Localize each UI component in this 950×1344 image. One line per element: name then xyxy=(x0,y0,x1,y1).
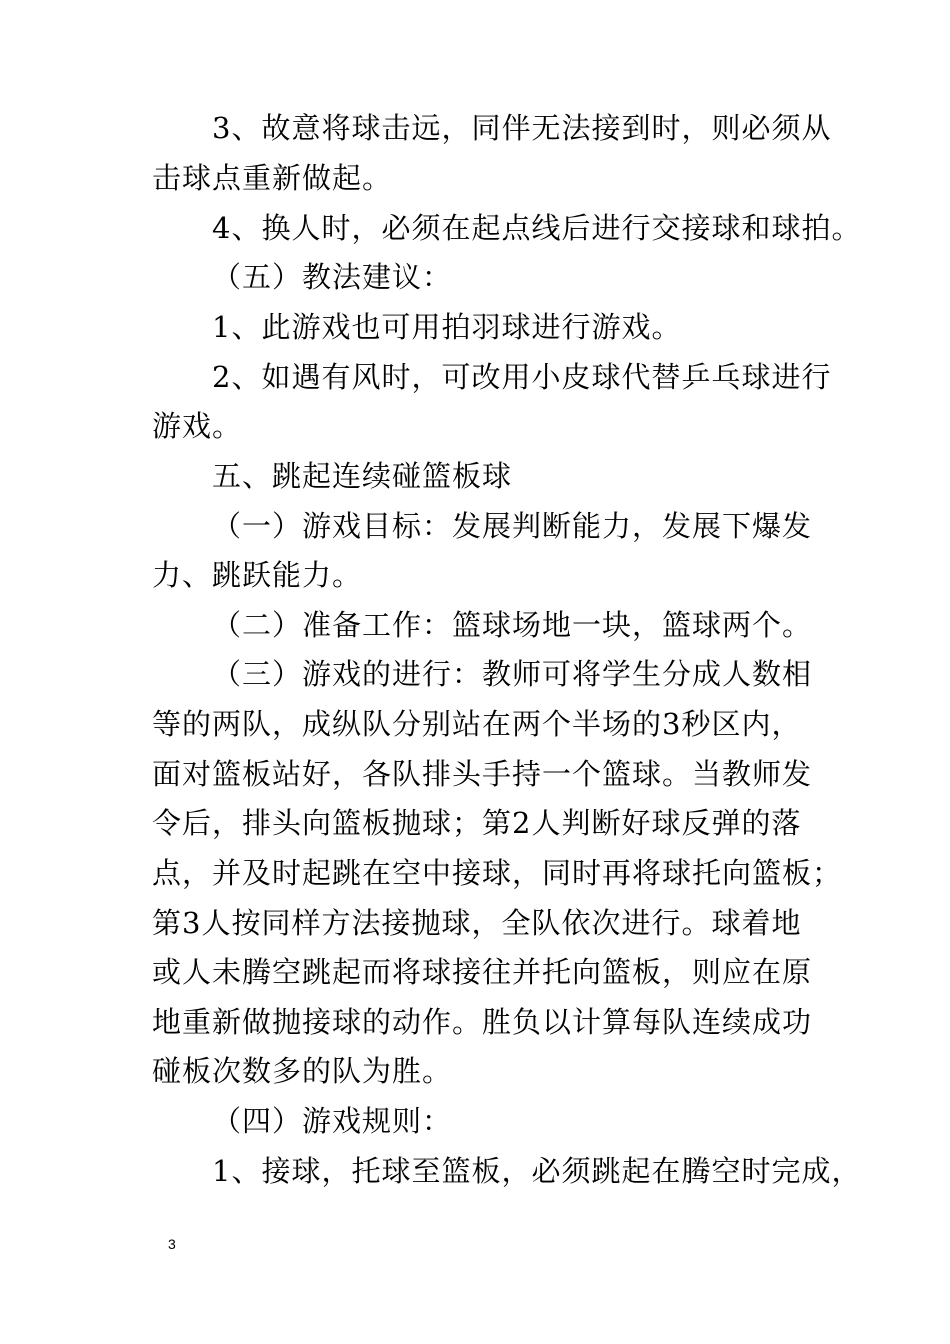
text-line: （二）准备工作：篮球场地一块，篮球两个。 xyxy=(212,608,813,642)
section-heading: （四）游戏规则： xyxy=(212,1104,453,1138)
text-line: 面对篮板站好，各队排头手持一个篮球。当教师发 xyxy=(152,757,813,791)
text-line: 碰板次数多的队为胜。 xyxy=(152,1054,453,1088)
text-line: 2、如遇有风时，可改用小皮球代替乒乓球进行 xyxy=(212,360,832,394)
text-line: 第3人按同样方法接抛球，全队依次进行。球着地 xyxy=(152,906,802,940)
text-line: （一）游戏目标：发展判断能力，发展下爆发 xyxy=(212,509,813,543)
text-line: 4、换人时，必须在起点线后进行交接球和球拍。 xyxy=(212,211,862,245)
page-number: 3 xyxy=(168,1236,176,1252)
section-heading: （五）教法建议： xyxy=(212,260,453,294)
text-line: 力、跳跃能力。 xyxy=(152,558,363,592)
text-line: 地重新做抛接球的动作。胜负以计算每队连续成功 xyxy=(152,1005,813,1039)
text-line: 1、接球，托球至篮板，必须跳起在腾空时完成， xyxy=(212,1154,862,1188)
text-line: 或人未腾空跳起而将球接往并托向篮板，则应在原 xyxy=(152,955,813,989)
text-line: （三）游戏的进行：教师可将学生分成人数相 xyxy=(212,657,813,691)
text-line: 令后，排头向篮板抛球；第2人判断好球反弹的落 xyxy=(152,806,802,840)
text-line: 击球点重新做起。 xyxy=(152,161,393,195)
section-heading: 五、跳起连续碰篮板球 xyxy=(212,459,513,493)
text-line: 1、此游戏也可用拍羽球进行游戏。 xyxy=(212,310,682,344)
text-line: 3、故意将球击远，同伴无法接到时，则必须从 xyxy=(212,111,832,145)
text-line: 点，并及时起跳在空中接球，同时再将球托向篮板； xyxy=(152,856,843,890)
text-line: 游戏。 xyxy=(152,409,243,443)
text-line: 等的两队，成纵队分别站在两个半场的3秒区内， xyxy=(152,707,802,741)
